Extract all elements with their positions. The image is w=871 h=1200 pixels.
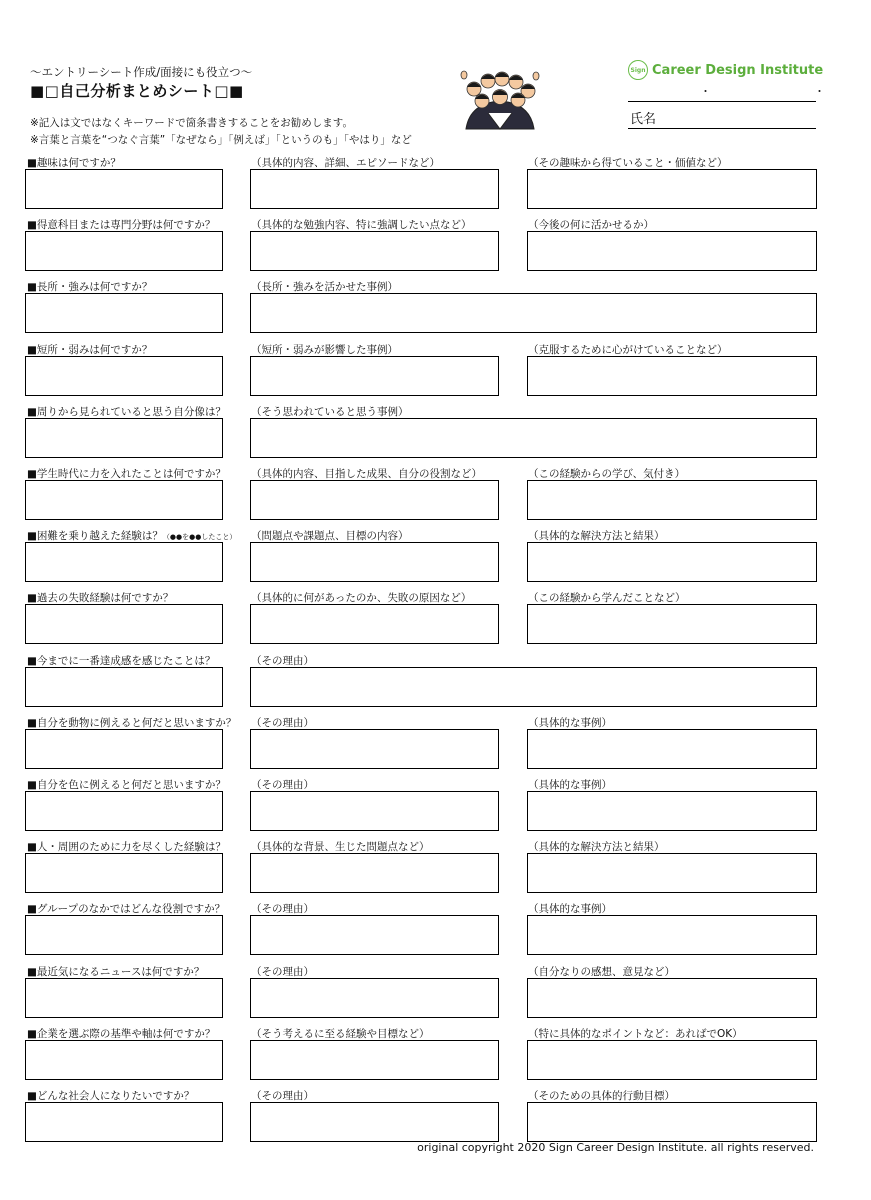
question-label	[27, 157, 121, 169]
answer-box-1[interactable]	[25, 293, 223, 333]
column3-label: （この経験から学んだことなど）	[528, 592, 686, 605]
answer-box-2[interactable]	[250, 978, 499, 1018]
answer-box-3[interactable]	[527, 978, 817, 1018]
column3-label: （この経験からの学び、気付き）	[528, 468, 686, 480]
column3-label: （今後の何に活かせるか）	[528, 219, 654, 232]
date-underline	[628, 101, 816, 102]
answer-box-3[interactable]	[527, 853, 817, 893]
column3-label: （その趣味から得ていること・価値など）	[528, 157, 728, 169]
question-label	[27, 841, 226, 853]
answer-box-1[interactable]	[25, 729, 223, 769]
answer-box-2[interactable]	[250, 604, 499, 644]
answer-box-3[interactable]	[527, 915, 817, 955]
question-text: ■どんな社会人になりたいですか？	[27, 1090, 195, 1102]
question-label	[27, 1090, 194, 1102]
question-text: ■グループのなかではどんな役割ですか？	[27, 903, 226, 916]
answer-box-1[interactable]	[25, 231, 223, 271]
date-dots: ・ ・	[700, 85, 871, 98]
brand-logo	[628, 60, 823, 80]
column2-label: （具体的な勉強内容、特に強調したい点など）	[251, 219, 472, 232]
question-text: ■自分を動物に例えると何だと思いますか？	[27, 716, 237, 729]
answer-box-1[interactable]	[25, 542, 223, 582]
answer-box-wide[interactable]	[250, 293, 817, 333]
sheet-subtitle: ～エントリーシート作成/面接にも役立つ～	[30, 65, 253, 79]
column2-label: （その理由）	[251, 654, 314, 667]
answer-box-2[interactable]	[250, 1040, 499, 1080]
answer-box-3[interactable]	[527, 1040, 817, 1080]
column2-label: （その理由）	[251, 779, 314, 791]
column3-label: （具体的な事例）	[528, 716, 612, 729]
answer-box-3[interactable]	[527, 542, 817, 582]
question-label	[27, 344, 152, 356]
column2-label: （長所・強みを活かせた事例）	[251, 281, 398, 294]
column3-label: （具体的な事例）	[528, 779, 612, 791]
question-label	[27, 966, 204, 978]
column2-label: （その理由）	[251, 903, 314, 916]
answer-box-3[interactable]	[527, 1102, 817, 1142]
question-note: （●●を●●したこと）	[162, 533, 237, 542]
answer-box-wide[interactable]	[250, 418, 817, 458]
column2-label: （短所・弱みが影響した事例）	[251, 343, 398, 356]
answer-box-wide[interactable]	[250, 667, 817, 707]
answer-box-3[interactable]	[527, 356, 817, 396]
question-label	[27, 903, 225, 915]
question-label	[27, 406, 226, 418]
answer-box-2[interactable]	[250, 915, 499, 955]
answer-box-1[interactable]	[25, 978, 223, 1018]
question-text: ■過去の失敗経験は何ですか？	[27, 592, 174, 605]
question-label	[27, 468, 226, 480]
question-text: ■学生時代に力を入れたことは何ですか？	[27, 468, 226, 480]
note-line-1: ※記入は文ではなくキーワードで箇条書きすることをお勧めします。	[30, 117, 353, 129]
column2-label: （具体的に何があったのか、失敗の原因など）	[251, 592, 472, 605]
logo-text: Career Design Institute	[652, 62, 824, 78]
question-text: ■趣味は何ですか？	[27, 157, 121, 169]
question-label	[27, 281, 152, 293]
answer-box-1[interactable]	[25, 356, 223, 396]
answer-box-2[interactable]	[250, 853, 499, 893]
question-label	[27, 219, 215, 231]
copyright-footer: original copyright 2020 Sign Career Design Institute. all rights reserved.	[417, 1141, 814, 1154]
answer-box-3[interactable]	[527, 604, 817, 644]
question-text: ■今までに一番達成感を感じたことは？	[27, 654, 216, 667]
question-label	[27, 779, 226, 791]
answer-box-2[interactable]	[250, 480, 499, 520]
question-text: ■困難を乗り越えた経験は？	[27, 530, 163, 543]
answer-box-3[interactable]	[527, 729, 817, 769]
question-text: ■長所・強みは何ですか？	[27, 281, 153, 294]
column2-label: （その理由）	[251, 1090, 314, 1102]
column3-label: （具体的な解決方法と結果）	[528, 530, 665, 543]
name-label: 氏名	[630, 112, 657, 127]
question-text: ■短所・弱みは何ですか？	[27, 343, 153, 356]
answer-box-1[interactable]	[25, 791, 223, 831]
answer-box-1[interactable]	[25, 169, 223, 209]
answer-box-1[interactable]	[25, 1040, 223, 1080]
answer-box-2[interactable]	[250, 729, 499, 769]
answer-box-2[interactable]	[250, 1102, 499, 1142]
page-title: ■□自己分析まとめシート□■	[30, 82, 244, 100]
answer-box-2[interactable]	[250, 169, 499, 209]
question-text: ■人・周囲のために力を尽くした経験は？	[27, 841, 226, 854]
sign-logo-icon: Sign	[628, 60, 648, 80]
column2-label: （そう思われていると思う事例）	[251, 405, 409, 418]
column3-label: （具体的な事例）	[528, 903, 612, 916]
column2-label: （具体的な背景、生じた問題点など）	[251, 841, 430, 854]
column3-label: （そのための具体的行動目標）	[528, 1090, 675, 1102]
question-text: ■得意科目または専門分野は何ですか？	[27, 219, 216, 232]
question-label	[27, 1028, 215, 1040]
question-text: ■企業を選ぶ際の基準や軸は何ですか？	[27, 1027, 216, 1040]
answer-box-1[interactable]	[25, 667, 223, 707]
column3-label: （特に具体的なポイントなど：あればでOK）	[528, 1027, 743, 1040]
note-line-2: ※言葉と言葉を“つなぐ言葉”「なぜなら」「例えば」「というのも」「やはり」など	[30, 134, 412, 146]
answer-box-1[interactable]	[25, 604, 223, 644]
question-label	[27, 717, 236, 729]
answer-box-2[interactable]	[250, 542, 499, 582]
column2-label: （そう考えるに至る経験や目標など）	[251, 1027, 430, 1040]
answer-box-1[interactable]	[25, 418, 223, 458]
answer-box-2[interactable]	[250, 356, 499, 396]
column3-label: （自分なりの感想、意見など）	[528, 965, 675, 978]
column2-label: （具体的内容、詳細、エピソードなど）	[251, 157, 440, 169]
answer-box-3[interactable]	[527, 480, 817, 520]
answer-box-3[interactable]	[527, 231, 817, 271]
answer-box-1[interactable]	[25, 853, 223, 893]
answer-box-3[interactable]	[527, 791, 817, 831]
cheering-people-illustration	[460, 67, 540, 129]
answer-box-2[interactable]	[250, 791, 499, 831]
answer-box-1[interactable]	[25, 480, 223, 520]
column3-label: （具体的な解決方法と結果）	[528, 841, 665, 854]
column2-label: （具体的内容、目指した成果、自分の役割など）	[251, 468, 482, 480]
answer-box-1[interactable]	[25, 1102, 223, 1142]
column3-label: （克服するために心がけていることなど）	[528, 343, 728, 356]
column2-label: （その理由）	[251, 716, 314, 729]
name-underline	[628, 128, 816, 129]
question-text: ■最近気になるニュースは何ですか？	[27, 965, 205, 978]
answer-box-2[interactable]	[250, 231, 499, 271]
question-label	[27, 592, 173, 604]
question-text: ■自分を色に例えると何だと思いますか？	[27, 779, 226, 791]
question-text: ■周りから見られていると思う自分像は？	[27, 405, 226, 418]
answer-box-3[interactable]	[527, 169, 817, 209]
column2-label: （その理由）	[251, 965, 314, 978]
column2-label: （問題点や課題点、目標の内容）	[251, 530, 409, 543]
question-label	[27, 655, 215, 667]
answer-box-1[interactable]	[25, 915, 223, 955]
